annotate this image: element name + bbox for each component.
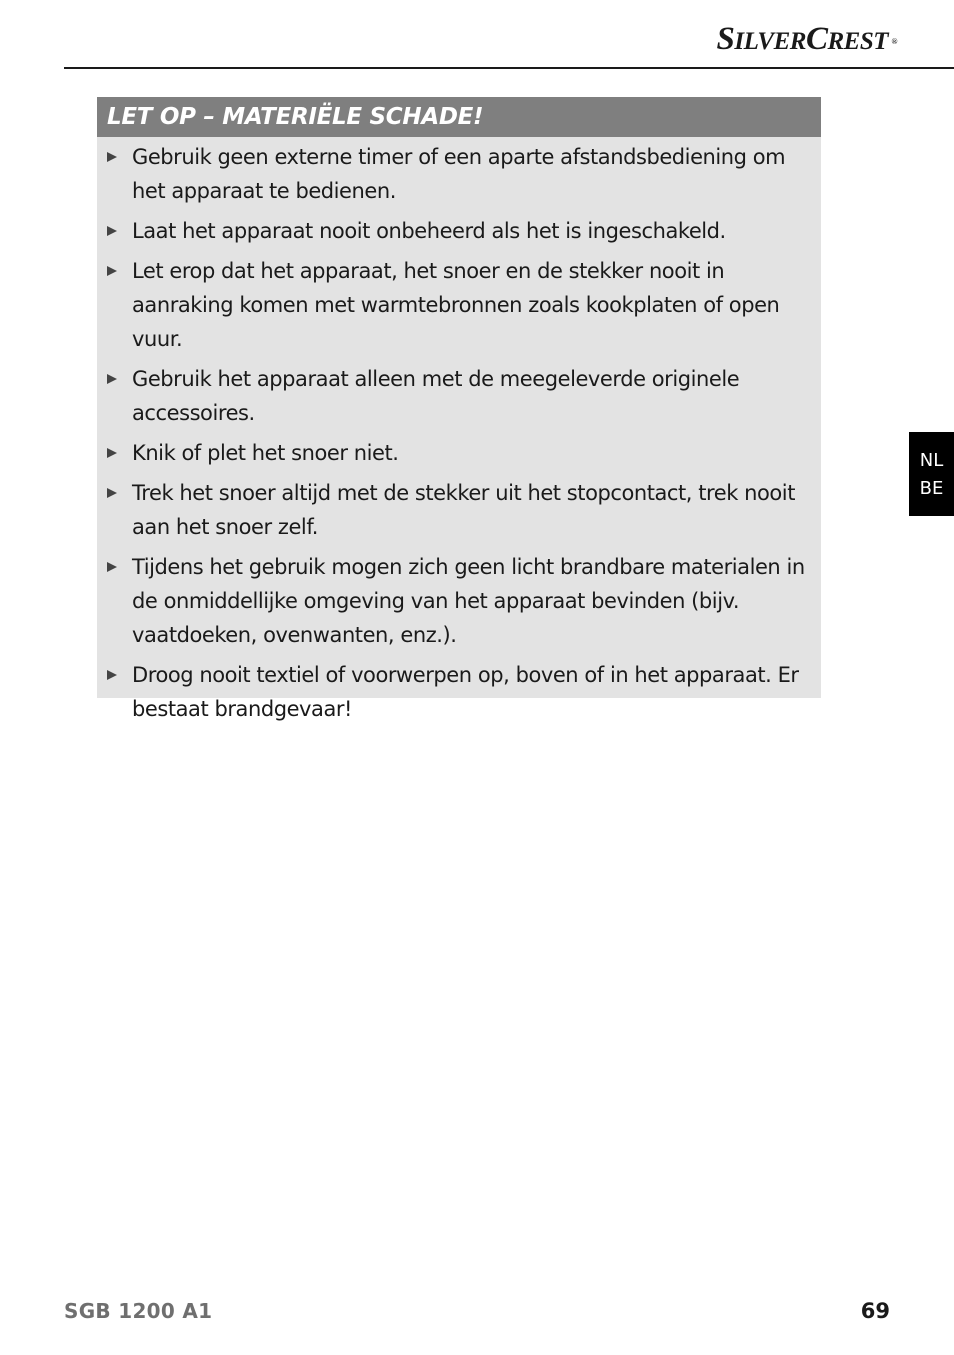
warning-title: LET OP – MATERIËLE SCHADE! (97, 97, 821, 137)
list-item-text: Tijdens het gebruik mogen zich geen licht brandbare materialen in de onmiddellijke omgeving van het apparaat bevinden (bijv. vaatdoeken, ovenwanten, enz.). (132, 555, 805, 647)
list-item-text: Let erop dat het apparaat, het snoer en de stekker nooit in aanraking komen met warmtebronnen zoals kookplaten of open vuur. (132, 259, 780, 351)
list-item (97, 658, 821, 726)
language-code-be: BE (919, 478, 944, 499)
triangle-bullet-icon (107, 226, 117, 236)
list-item-text: Gebruik geen externe timer of een aparte afstandsbediening om het apparaat te bedienen. (132, 145, 786, 203)
page-number: 69 (860, 1299, 890, 1323)
list-item (97, 436, 821, 470)
list-item (97, 214, 821, 248)
language-code-nl: NL (919, 450, 944, 471)
triangle-bullet-icon (107, 266, 117, 276)
triangle-bullet-icon (107, 448, 117, 458)
registered-mark: ® (891, 37, 897, 46)
triangle-bullet-icon (107, 670, 117, 680)
list-item (97, 254, 821, 356)
brand-letter-s: S (716, 21, 735, 57)
triangle-bullet-icon (107, 152, 117, 162)
list-item-text: Knik of plet het snoer niet. (132, 441, 399, 465)
list-item-text: Trek het snoer altijd met de stekker uit het stopcontact, trek nooit aan het snoer zelf. (132, 481, 795, 539)
brand-logo (716, 21, 897, 59)
list-item (97, 140, 821, 208)
list-item (97, 476, 821, 544)
warning-list (97, 137, 821, 726)
list-item-text: Gebruik het apparaat alleen met de meegeleverde originele accessoires. (132, 367, 740, 425)
warning-box (97, 97, 821, 721)
list-item (97, 550, 821, 652)
brand-word-ilver: ILVER (734, 28, 806, 55)
list-item (97, 362, 821, 430)
list-item-text: Droog nooit textiel of voorwerpen op, boven of in het apparaat. Er bestaat brandgevaar! (132, 663, 799, 721)
brand-word-rest: REST (827, 28, 888, 55)
footer-model-number: SGB 1200 A1 (64, 1299, 213, 1323)
brand-letter-c: C (805, 21, 828, 57)
language-tab (909, 432, 954, 516)
triangle-bullet-icon (107, 562, 117, 572)
header-divider (64, 67, 954, 69)
list-item-text: Laat het apparaat nooit onbeheerd als het is ingeschakeld. (132, 219, 726, 243)
triangle-bullet-icon (107, 374, 117, 384)
triangle-bullet-icon (107, 488, 117, 498)
